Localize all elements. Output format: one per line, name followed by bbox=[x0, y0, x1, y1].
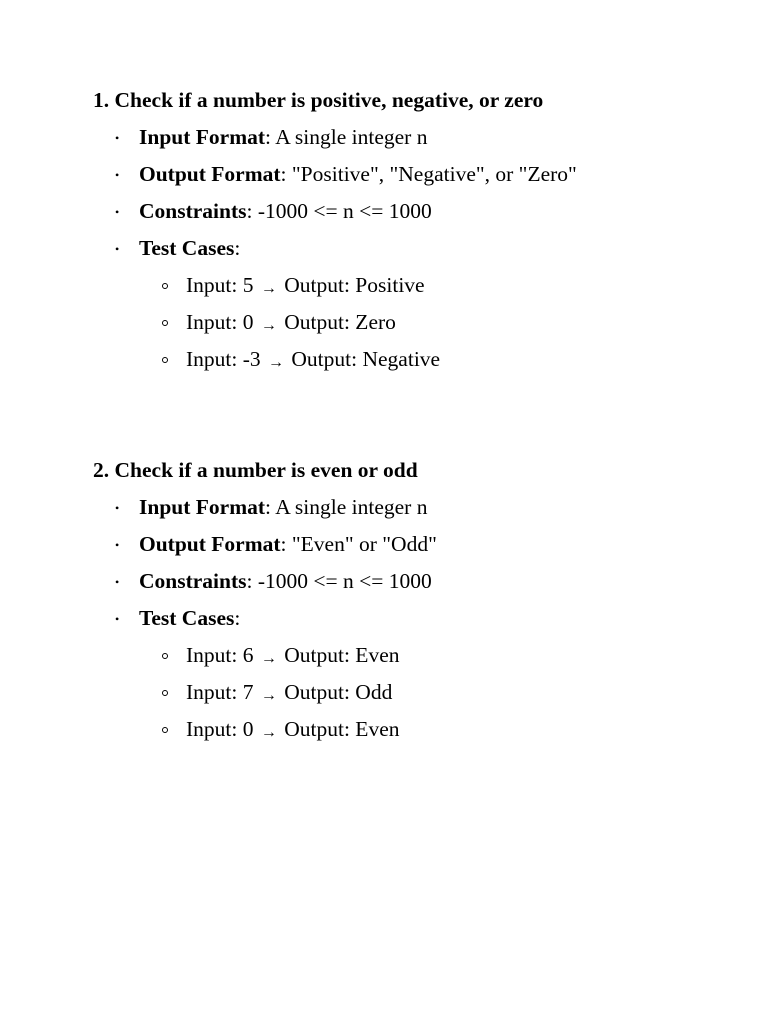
input-format-label: Input Format bbox=[139, 495, 266, 519]
problem-title: 2. Check if a number is even or odd bbox=[93, 458, 418, 482]
circle-bullet-icon bbox=[162, 690, 168, 696]
bullet-icon: • bbox=[115, 501, 120, 515]
circle-bullet-icon bbox=[162, 727, 168, 733]
test-cases-suffix: : bbox=[234, 236, 241, 260]
test-case-item bbox=[93, 271, 733, 299]
test-case-input: Input: 6 bbox=[186, 643, 254, 667]
constraints-value: : -1000 <= n <= 1000 bbox=[246, 199, 432, 223]
arrow-right-icon: → bbox=[260, 650, 277, 667]
circle-bullet-icon bbox=[162, 283, 168, 289]
constraints-value: : -1000 <= n <= 1000 bbox=[246, 569, 432, 593]
constraints-item bbox=[93, 567, 733, 595]
problem-details-list bbox=[93, 123, 733, 262]
bullet-icon: • bbox=[115, 538, 120, 552]
output-format-value: : "Positive", "Negative", or "Zero" bbox=[280, 162, 577, 186]
output-format-label: Output Format bbox=[139, 162, 281, 186]
test-cases-item bbox=[93, 604, 733, 632]
arrow-right-icon: → bbox=[260, 317, 277, 334]
constraints-item bbox=[93, 197, 733, 225]
input-format-item bbox=[93, 493, 733, 521]
input-format-label: Input Format bbox=[139, 125, 266, 149]
bullet-icon: • bbox=[115, 168, 120, 182]
output-format-label: Output Format bbox=[139, 532, 281, 556]
arrow-right-icon: → bbox=[268, 354, 285, 371]
test-case-output: Output: Negative bbox=[291, 347, 441, 371]
test-case-item bbox=[93, 715, 733, 743]
problem-section-2 bbox=[93, 456, 733, 752]
test-case-input: Input: 0 bbox=[186, 310, 254, 334]
problem-details-list bbox=[93, 493, 733, 632]
test-case-list bbox=[93, 271, 733, 373]
output-format-item bbox=[93, 530, 733, 558]
test-case-item bbox=[93, 641, 733, 669]
test-case-input: Input: 5 bbox=[186, 273, 254, 297]
test-cases-suffix: : bbox=[234, 606, 241, 630]
output-format-item bbox=[93, 160, 733, 188]
circle-bullet-icon bbox=[162, 320, 168, 326]
test-case-input: Input: 0 bbox=[186, 717, 254, 741]
test-case-item bbox=[93, 308, 733, 336]
bullet-icon: • bbox=[115, 242, 120, 256]
constraints-label: Constraints bbox=[139, 569, 247, 593]
problem-section-1 bbox=[93, 86, 733, 382]
arrow-right-icon: → bbox=[260, 280, 277, 297]
input-format-item bbox=[93, 123, 733, 151]
test-case-output: Output: Positive bbox=[284, 273, 425, 297]
input-format-value: : A single integer n bbox=[265, 495, 428, 519]
test-case-item bbox=[93, 678, 733, 706]
arrow-right-icon: → bbox=[260, 724, 277, 741]
bullet-icon: • bbox=[115, 575, 120, 589]
bullet-icon: • bbox=[115, 612, 120, 626]
arrow-right-icon: → bbox=[260, 687, 277, 704]
bullet-icon: • bbox=[115, 205, 120, 219]
test-case-output: Output: Zero bbox=[284, 310, 396, 334]
test-case-input: Input: -3 bbox=[186, 347, 261, 371]
constraints-label: Constraints bbox=[139, 199, 247, 223]
test-cases-label: Test Cases bbox=[139, 606, 235, 630]
test-cases-label: Test Cases bbox=[139, 236, 235, 260]
input-format-value: : A single integer n bbox=[265, 125, 428, 149]
test-case-output: Output: Even bbox=[284, 717, 400, 741]
test-cases-item bbox=[93, 234, 733, 262]
test-case-output: Output: Even bbox=[284, 643, 400, 667]
circle-bullet-icon bbox=[162, 357, 168, 363]
test-case-list bbox=[93, 641, 733, 743]
test-case-input: Input: 7 bbox=[186, 680, 254, 704]
output-format-value: : "Even" or "Odd" bbox=[280, 532, 437, 556]
test-case-item bbox=[93, 345, 733, 373]
test-case-output: Output: Odd bbox=[284, 680, 393, 704]
circle-bullet-icon bbox=[162, 653, 168, 659]
bullet-icon: • bbox=[115, 131, 120, 145]
problem-title: 1. Check if a number is positive, negative, or zero bbox=[93, 88, 544, 112]
